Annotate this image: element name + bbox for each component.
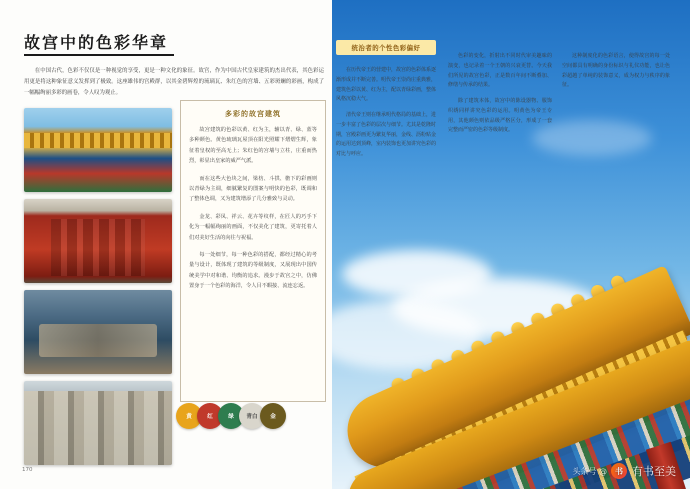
watermark-logo-icon: 书 xyxy=(611,463,627,479)
sidebar-box-body xyxy=(181,119,325,292)
paragraph: 而在这些大色块之间，梁枋、斗拱、檐下的彩画则以青绿为主调，细腻繁复的图案与明快的色彩，既调和了整体色调，又为建筑增添了几分雅致与灵动。 xyxy=(189,175,317,203)
text-column-3 xyxy=(562,52,670,97)
photo-painted-pillars-detail xyxy=(24,381,172,465)
section-heading-ruler-color-preference: 统治者的个性色彩偏好 xyxy=(336,40,436,55)
paragraph: 这种制度化的色彩语言，使得故宫的每一处空间都具有明确的身份标识与礼仪功能，也让色彩超越了单纯的装饰意义，成为权力与秩序的象征。 xyxy=(562,53,670,89)
paragraph: 清代帝王则在继承明代格局的基础上，进一步丰富了色彩的层次与细节。尤其是乾隆时期，宫殿彩画更为繁复华丽，金线、沥粉贴金的运用达到顶峰，室内装饰也更加讲究色彩的对比与呼应。 xyxy=(336,112,437,157)
paragraph: 除了建筑本体，故宫中的陈设器物、服饰织绣同样讲究色彩的运用。明黄色为帝王专用，其他颜色则依品级严格区分，形成了一套完整而严密的色彩等级制度。 xyxy=(448,98,552,134)
color-swatch-row xyxy=(176,403,281,429)
sidebar-box-colorful-architecture xyxy=(180,100,326,402)
swatch-red: 红 xyxy=(197,403,223,429)
photo-stone-carving-detail xyxy=(24,290,172,374)
paragraph: 每一处细节，每一种色彩的搭配，都经过精心的考量与设计，既体现了建筑的等级制度，又展现出中国传统美学中对和谐、均衡的追求。漫步于故宫之中，仿佛置身于一个色彩的海洋，令人目不暇接、流连忘返。 xyxy=(189,252,317,290)
palace-roof xyxy=(332,174,690,489)
title-underline xyxy=(24,54,174,56)
swatch-green: 绿 xyxy=(218,403,244,429)
watermark xyxy=(572,463,676,479)
paragraph: 色彩的变化，折射出不同时代审美趣味的演变，也记录着一个王朝的兴衰更替。今天我们所见的故宫色彩，正是数百年间不断叠加、修缮与传承的结果。 xyxy=(448,53,552,89)
paragraph: 在历代帝王的营建中，故宫的色彩体系逐渐形成并不断完善。明代帝王崇尚庄重典雅，建筑色彩以黄、红为主，配以青绿彩画，整体风格沉稳大气。 xyxy=(336,67,437,103)
swatch-yellow: 黄 xyxy=(176,403,202,429)
page-title: 故宫中的色彩华章 xyxy=(24,33,169,52)
watermark-brand: 有书至美 xyxy=(632,465,676,478)
photo-strip xyxy=(24,108,172,472)
photo-roof-eave-detail xyxy=(24,108,172,192)
text-column-2 xyxy=(448,52,552,142)
paragraph: 金龙、彩凤、祥云、花卉等纹样，在匠人的巧手下化为一幅幅绚丽的画面，不仅美化了建筑，更寄托着人们对美好生活的向往与祝福。 xyxy=(189,213,317,241)
lead-paragraph: 在中国古代，色彩不仅仅是一种视觉的享受，更是一种文化的象征。故宫，作为中国古代皇家建筑的杰出代表，其色彩运用更是将这种象征意义发挥到了极致。这座雄伟的宫殿群，以其金碧辉煌的琉璃瓦、朱红色的宫墙、五彩斑斓的彩画，构成了一幅幅绚丽多彩的画卷，令人叹为观止。 xyxy=(24,68,324,97)
swatch-gold: 金 xyxy=(260,403,286,429)
swatch-white: 青白 xyxy=(239,403,265,429)
watermark-prefix: 头条号 @ xyxy=(572,466,607,476)
page-number: 170 xyxy=(22,467,33,473)
sidebar-box-heading: 多彩的故宫建筑 xyxy=(225,110,281,118)
paragraph: 故宫建筑的色彩以黄、红为主，辅以青、绿、蓝等多种颜色。黄色琉璃瓦屋顶在阳光照耀下熠熠生辉，象征着皇权的至高无上；朱红色的宫墙与立柱，庄重而热烈，彰显出皇家的威严气派。 xyxy=(189,127,317,165)
text-column-1 xyxy=(336,66,436,166)
photo-red-gate-detail xyxy=(24,199,172,283)
